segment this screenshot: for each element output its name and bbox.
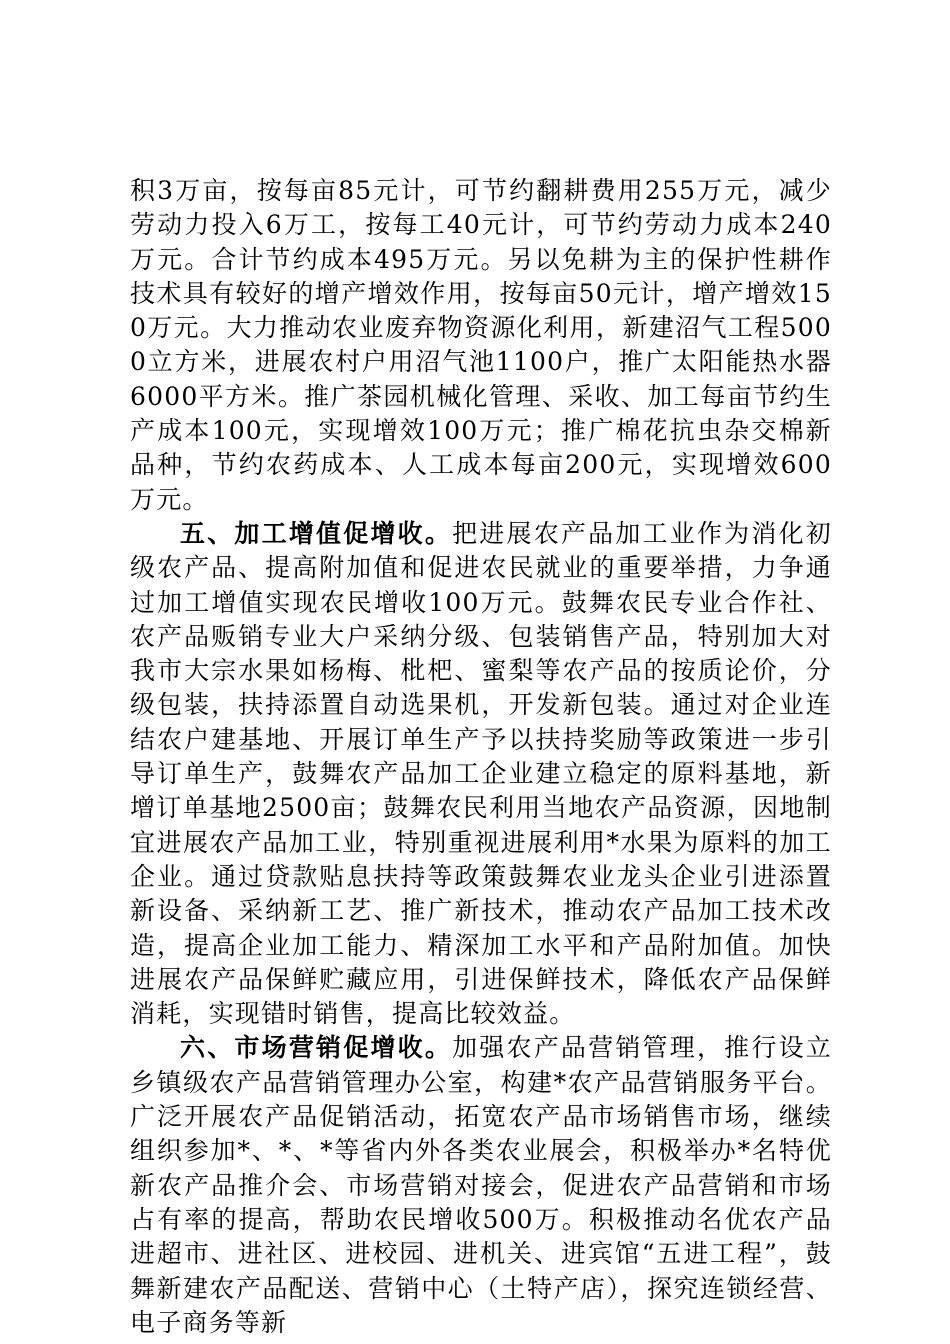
section-heading: 六、市场营销促增收。 bbox=[180, 1033, 453, 1063]
paragraph-text: 加强农产品营销管理，推行设立乡镇级农产品营销管理办公室，构建*农产品营销服务平台。广泛开展农产品促销活动，拓宽农产品市场销售市场，继续组织参加*、*、*等省内外各类农业展会，积极举办*名特优新农产品推介会、市场营销对接会，促进农产品营销和市场占有率的提高，帮助农民增收500万。积极推动名优农产品进超市、进社区、进校园、进机关、进宾馆“五进工程”，鼓舞新建农产品配送、营销中心（土特产店），探究连锁经营、电子商务等新 bbox=[130, 1033, 832, 1337]
section-heading: 五、加工增值促增收。 bbox=[180, 518, 453, 548]
paragraph-section-six bbox=[130, 1031, 832, 1340]
paragraph-text: 积3万亩，按每亩85元计，可节约翻耕费用255万元，减少劳动力投入6万工，按每工40元计，可节约劳动力成本240万元。合计节约成本495万元。另以免耕为主的保护性耕作技术具有较好的增产增效作用，按每亩50元计，增产增效150万元。大力推动农业废弃物资源化利用，新建沼气工程5000立方米，进展农村户用沼气池1100户，推广太阳能热水器6000平方米。推广茶园机械化管理、采收、加工每亩节约生产成本100元，实现增效100万元；推广棉花抗虫杂交棉新品种，节约农药成本、人工成本每亩200元，实现增效600万元。 bbox=[130, 176, 832, 514]
document-page bbox=[130, 174, 832, 1340]
paragraph-section-five bbox=[130, 517, 832, 1031]
paragraph-text: 把进展农产品加工业作为消化初级农产品、提高附加值和促进农民就业的重要举措，力争通过加工增值实现农民增收100万元。鼓舞农民专业合作社、农产品贩销专业大户采纳分级、包装销售产品，特别加大对我市大宗水果如杨梅、枇杷、蜜梨等农产品的按质论价，分级包装，扶持添置自动选果机，开发新包装。通过对企业连结农户建基地、开展订单生产予以扶持奖励等政策进一步引导订单生产，鼓舞农产品加工企业建立稳定的原料基地，新增订单基地2500亩；鼓舞农民利用当地农产品资源，因地制宜进展农产品加工业，特别重视进展利用*水果为原料的加工企业。通过贷款贴息扶持等政策鼓舞农业龙头企业引进添置新设备、采纳新工艺、推广新技术，推动农产品加工技术改造，提高企业加工能力、精深加工水平和产品附加值。加快进展农产品保鲜贮藏应用，引进保鲜技术，降低农产品保鲜消耗，实现错时销售，提高比较效益。 bbox=[130, 518, 832, 1029]
paragraph-continuation bbox=[130, 174, 832, 517]
